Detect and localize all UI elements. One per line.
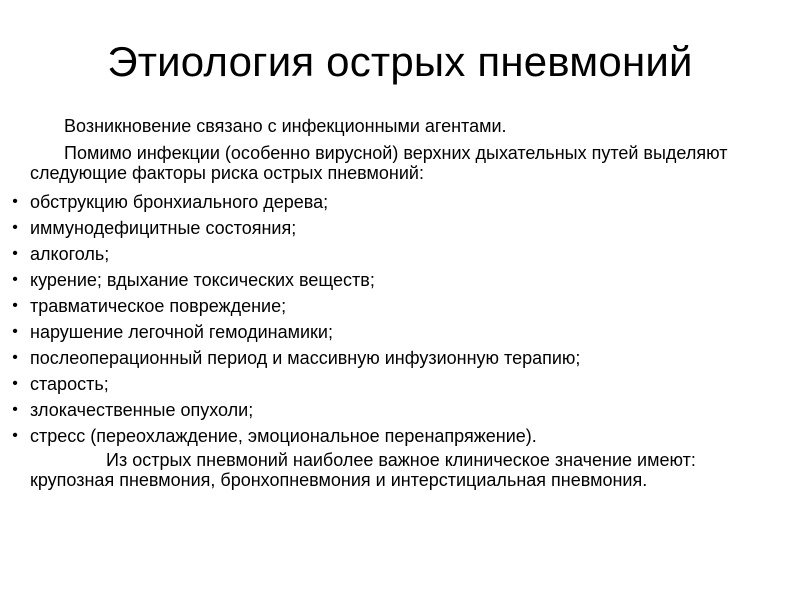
bullet-icon: • bbox=[12, 401, 18, 418]
list-item bbox=[8, 319, 785, 345]
conclusion-paragraph: Из острых пневмоний наиболее важное клиническое значение имеют: крупозная пневмония, бронхопневмония и интерстициальная пневмония. bbox=[30, 450, 696, 490]
list-item bbox=[8, 293, 785, 319]
risk-factor-text: старость; bbox=[30, 374, 109, 394]
slide-body bbox=[12, 116, 785, 496]
bullet-icon: • bbox=[12, 193, 18, 210]
list-item bbox=[8, 215, 785, 241]
risk-intro-paragraph: Помимо инфекции (особенно вирусной) верхних дыхательных путей выделяют следующие факторы риска острых пневмоний: bbox=[30, 143, 728, 183]
risk-factor-text: иммунодефицитные состояния; bbox=[30, 218, 297, 238]
bullet-icon: • bbox=[12, 219, 18, 236]
bullet-icon: • bbox=[12, 323, 18, 340]
bullet-icon: • bbox=[12, 375, 18, 392]
list-item bbox=[8, 423, 785, 449]
risk-factor-text: стресс (переохлаждение, эмоциональное перенапряжение). bbox=[30, 426, 537, 446]
risk-factor-text: обструкцию бронхиального дерева; bbox=[30, 192, 329, 212]
risk-factor-list bbox=[12, 189, 785, 449]
intro-paragraph: Возникновение связано с инфекционными агентами. bbox=[64, 116, 507, 136]
bullet-icon: • bbox=[12, 271, 18, 288]
list-item bbox=[8, 371, 785, 397]
list-item bbox=[8, 345, 785, 371]
slide-title: Этиология острых пневмоний bbox=[107, 38, 693, 85]
bullet-icon: • bbox=[12, 297, 18, 314]
list-item bbox=[8, 267, 785, 293]
bullet-icon: • bbox=[12, 245, 18, 262]
risk-factor-text: злокачественные опухоли; bbox=[30, 400, 254, 420]
list-item bbox=[8, 241, 785, 267]
risk-factor-text: нарушение легочной гемодинамики; bbox=[30, 322, 333, 342]
risk-factor-text: послеоперационный период и массивную инфузионную терапию; bbox=[30, 348, 581, 368]
list-item bbox=[8, 189, 785, 215]
list-item bbox=[8, 397, 785, 423]
risk-factor-text: алкоголь; bbox=[30, 244, 110, 264]
bullet-icon: • bbox=[12, 349, 18, 366]
risk-factor-text: курение; вдыхание токсических веществ; bbox=[30, 270, 375, 290]
bullet-icon: • bbox=[12, 427, 18, 444]
risk-factor-text: травматическое повреждение; bbox=[30, 296, 287, 316]
